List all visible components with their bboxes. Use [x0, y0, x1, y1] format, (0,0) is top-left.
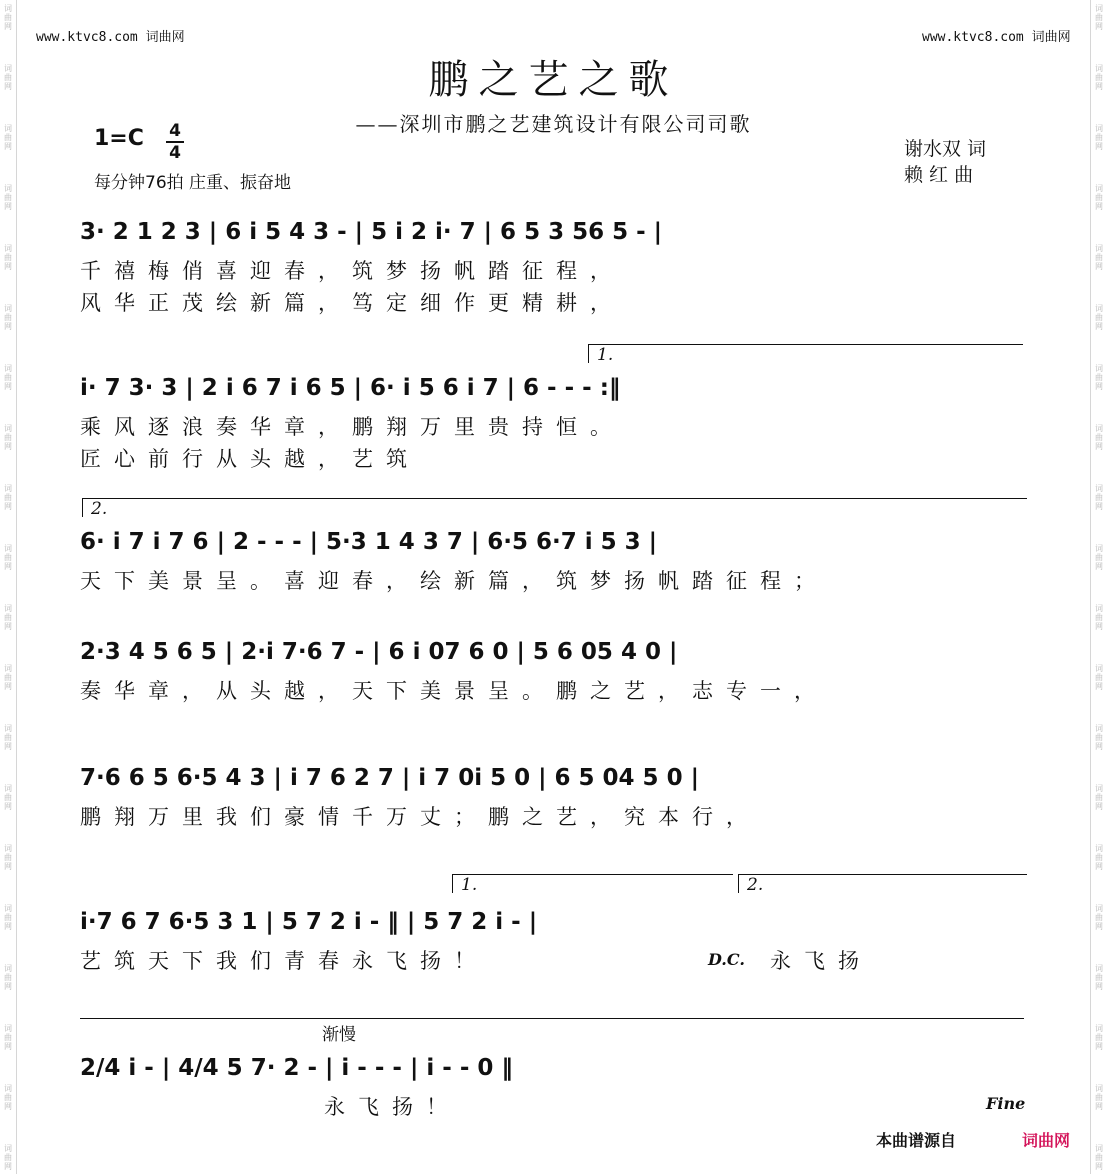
side-watermark-text: 词曲网 [4, 4, 12, 31]
side-watermark-text: 词曲网 [4, 304, 12, 331]
side-watermark-text: 词曲网 [4, 844, 12, 871]
side-watermark-text: 词曲网 [4, 904, 12, 931]
volta-ending-2: 2. [82, 498, 1027, 517]
song-subtitle: ——深圳市鹏之艺建筑设计有限公司司歌 [355, 112, 752, 136]
side-watermark-text: 词曲网 [4, 664, 12, 691]
composer-credit: 赖 红 曲 [904, 164, 974, 186]
volta-ending-1: 1. [588, 344, 1023, 363]
side-watermark-text: 词曲网 [1095, 64, 1103, 91]
lyric-verse-2: 风华正茂绘新篇，笃定细作更精耕， [80, 291, 624, 315]
lyric-verse-1: 乘风逐浪奏华章，鹏翔万里贵持恒。 [80, 415, 624, 439]
notation-line: 3· 2 1 2 3 | 6 i 5 4 3 - | 5 i 2 i· 7 | 6 5 3 56 5 - | [80, 219, 663, 245]
side-watermark-text: 词曲网 [1095, 184, 1103, 211]
left-watermark-strip [0, 0, 17, 1174]
side-watermark-text: 词曲网 [4, 964, 12, 991]
side-watermark-text: 词曲网 [4, 124, 12, 151]
side-watermark-text: 词曲网 [1095, 1024, 1103, 1051]
time-sig-bottom: 4 [169, 143, 181, 163]
lyricist-credit: 谢水双 词 [904, 138, 987, 160]
notation-line: 2/4 i - | 4/4 5 7· 2 - | i - - - | i - - 0 ‖ [80, 1055, 513, 1081]
side-watermark-text: 词曲网 [4, 244, 12, 271]
side-watermark-text: 词曲网 [4, 484, 12, 511]
fine-marking: Fine [986, 1094, 1026, 1113]
side-watermark-text: 词曲网 [1095, 844, 1103, 871]
side-watermark-text: 词曲网 [1095, 664, 1103, 691]
time-sig-top: 4 [169, 121, 181, 141]
side-watermark-text: 词曲网 [1095, 544, 1103, 571]
dc-marking: D.C. [708, 950, 745, 969]
side-watermark-text: 词曲网 [4, 604, 12, 631]
side-watermark-text: 词曲网 [1095, 124, 1103, 151]
lyric-verse-1: 鹏翔万里我们豪情千万丈；鹏之艺，究本行， [80, 805, 760, 829]
ritardando-marking: 渐慢 [322, 1025, 356, 1045]
side-watermark-text: 词曲网 [1095, 784, 1103, 811]
notation-line: 6· i 7 i 7 6 | 2 - - - | 5·3 1 4 3 7 | 6·5 6·7 i 5 3 | [80, 529, 658, 555]
notation-line: i· 7 3· 3 | 2 i 6 7 i 6 5 | 6· i 5 6 i 7 | 6 - - - :‖ [80, 375, 621, 401]
header-site-right[interactable]: www.ktvc8.com 词曲网 [922, 30, 1071, 45]
lyric-verse-1: 奏华章，从头越，天下美景呈。鹏之艺，志专一， [80, 679, 828, 703]
lyric-verse-1: 艺筑天下我们青春永飞扬！ [80, 949, 488, 973]
side-watermark-text: 词曲网 [1095, 244, 1103, 271]
side-watermark-text: 词曲网 [4, 64, 12, 91]
brand-link[interactable]: 词曲网 [1022, 1131, 1071, 1150]
tempo-marking: 每分钟76拍 庄重、振奋地 [94, 173, 292, 193]
side-watermark-text: 词曲网 [4, 1144, 12, 1171]
lyric-second-ending: 永飞扬 [770, 949, 872, 973]
side-watermark-text: 词曲网 [4, 184, 12, 211]
row-7-bracket [80, 1018, 1024, 1019]
side-watermark-text: 词曲网 [1095, 724, 1103, 751]
side-watermark-text: 词曲网 [1095, 424, 1103, 451]
lyric-verse-1: 千禧梅俏喜迎春，筑梦扬帆踏征程， [80, 259, 624, 283]
lyric-verse-1: 天下美景呈。喜迎春，绘新篇，筑梦扬帆踏征程； [80, 569, 828, 593]
volta-ending-1b: 1. [452, 874, 733, 893]
lyric-verse-2: 匠心前行从头越，艺筑 [80, 447, 420, 471]
side-watermark-text: 词曲网 [1095, 964, 1103, 991]
side-watermark-text: 词曲网 [1095, 1144, 1103, 1171]
time-signature [166, 122, 184, 162]
side-watermark-text: 词曲网 [1095, 4, 1103, 31]
side-watermark-text: 词曲网 [4, 424, 12, 451]
right-watermark-strip [1090, 0, 1107, 1174]
notation-line: i·7 6 7 6·5 3 1 | 5 7 2 i - ‖ | 5 7 2 i - | [80, 909, 538, 935]
notation-line: 2·3 4 5 6 5 | 2·i 7·6 7 - | 6 i 07 6 0 | 5 6 05 4 0 | [80, 639, 678, 665]
side-watermark-text: 词曲网 [1095, 484, 1103, 511]
side-watermark-text: 词曲网 [1095, 364, 1103, 391]
song-title: 鹏之艺之歌 [428, 57, 679, 103]
notation-line: 7·6 6 5 6·5 4 3 | i 7 6 2 7 | i 7 0i 5 0 | 6 5 04 5 0 | [80, 765, 699, 791]
side-watermark-text: 词曲网 [4, 544, 12, 571]
side-watermark-text: 词曲网 [1095, 1084, 1103, 1111]
source-label: 本曲谱源自 [876, 1131, 957, 1150]
key-signature: 1=C [94, 126, 144, 151]
side-watermark-text: 词曲网 [4, 724, 12, 751]
side-watermark-text: 词曲网 [1095, 604, 1103, 631]
side-watermark-text: 词曲网 [1095, 304, 1103, 331]
side-watermark-text: 词曲网 [1095, 904, 1103, 931]
side-watermark-text: 词曲网 [4, 1024, 12, 1051]
side-watermark-text: 词曲网 [4, 1084, 12, 1111]
side-watermark-text: 词曲网 [4, 784, 12, 811]
lyric-verse-1: 永飞扬！ [324, 1095, 460, 1119]
volta-ending-2b: 2. [738, 874, 1027, 893]
side-watermark-text: 词曲网 [4, 364, 12, 391]
header-site-left[interactable]: www.ktvc8.com 词曲网 [36, 30, 185, 45]
